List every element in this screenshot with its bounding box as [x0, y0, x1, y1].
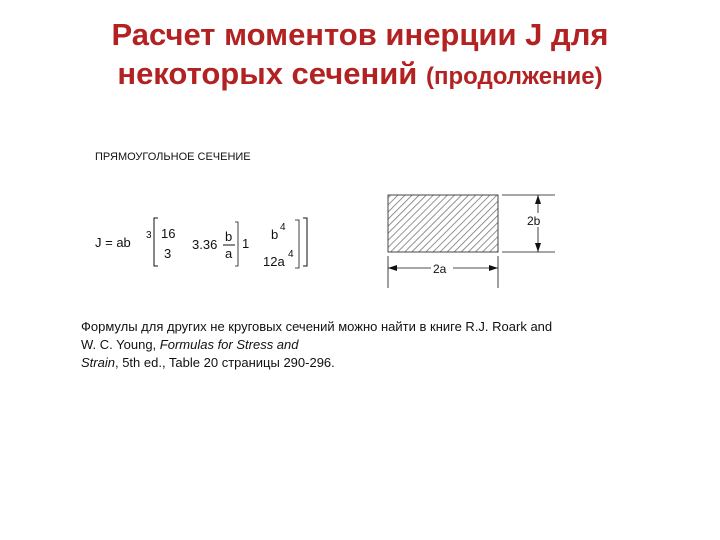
outer-right-bracket: [303, 218, 307, 266]
reference-note: [81, 318, 561, 372]
ratio-numerator: b: [225, 229, 233, 244]
inertia-formula: [95, 214, 325, 274]
inner-numerator: b: [271, 227, 279, 242]
formula-one: 1: [242, 236, 250, 251]
ratio-denominator: a: [225, 246, 233, 261]
book-title-part-2: Strain: [81, 355, 115, 370]
width-arrow-right: [489, 265, 498, 271]
coefficient-numerator: 16: [161, 226, 176, 241]
note-text-end: , 5th ed., Table 20 страницы 290-296.: [114, 355, 335, 370]
width-arrow-left: [388, 265, 397, 271]
inner-denominator: 12a: [263, 254, 285, 269]
slide-title-main: некоторых сечений: [117, 56, 418, 91]
book-title-part-1: Formulas for Stress and: [159, 337, 299, 352]
slide-title-suffix: (продолжение): [425, 63, 603, 90]
width-label: 2a: [433, 262, 447, 276]
height-label: 2b: [527, 214, 541, 228]
formula-lhs-exponent: 3: [146, 230, 152, 241]
coefficient-denominator: 3: [164, 246, 172, 261]
middle-bracket: [235, 222, 238, 266]
outer-left-bracket: [154, 218, 158, 266]
hatched-rectangle: [388, 195, 498, 252]
rectangle-section-figure: [370, 180, 570, 290]
inner-numerator-exponent: 4: [280, 222, 286, 233]
formula-lhs: J = ab: [95, 235, 131, 250]
note-text-start: Формулы для других не круговых сечений можно найти в книге R.J. Roark and W. C. Young,: [81, 319, 553, 352]
height-arrow-top: [535, 195, 541, 204]
inner-right-bracket: [295, 220, 299, 268]
inner-denominator-exponent: 4: [288, 249, 294, 260]
slide-title-line-2: [0, 55, 720, 96]
formula-constant: 3.36: [192, 237, 218, 252]
height-arrow-bottom: [535, 243, 541, 252]
section-label: ПРЯМОУГОЛЬНОЕ СЕЧЕНИЕ: [95, 151, 251, 163]
slide-title-line-1: Расчет моментов инерции J для: [111, 17, 609, 52]
